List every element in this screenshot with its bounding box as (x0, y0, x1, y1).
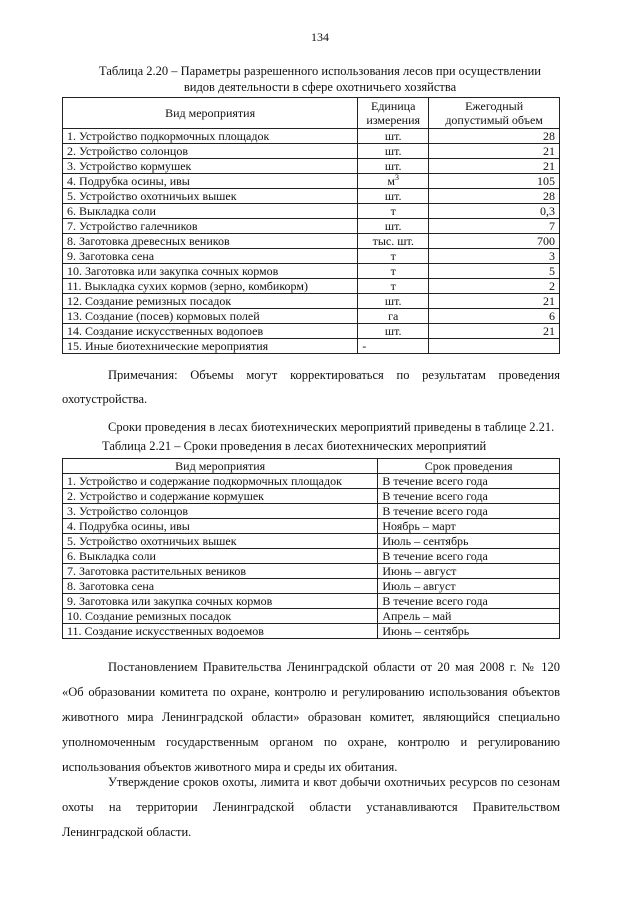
table-row (63, 204, 560, 219)
cell-volume: 3 (429, 249, 560, 264)
table-row (63, 234, 560, 249)
cell-period: В течение всего года (378, 474, 560, 489)
cell-activity: 5. Устройство охотничьих вышек (63, 534, 378, 549)
table-row (63, 504, 560, 519)
table-header-row (63, 459, 560, 474)
cell-unit-text: га (388, 309, 399, 323)
table-2-21-caption: Таблица 2.21 – Сроки проведения в лесах биотехнических мероприятий (102, 439, 487, 453)
cell-unit-text: шт. (384, 189, 402, 203)
cell-activity: 10. Создание ремизных посадок (63, 609, 378, 624)
cell-period: Июль – сентябрь (378, 534, 560, 549)
cell-unit (358, 189, 429, 204)
cell-activity: 1. Устройство подкормочных площадок (63, 129, 358, 144)
cell-activity: 8. Заготовка сена (63, 579, 378, 594)
cell-activity: 9. Заготовка сена (63, 249, 358, 264)
cell-volume: 700 (429, 234, 560, 249)
header-volume (429, 98, 560, 129)
table-row (63, 324, 560, 339)
paragraph-hunting-seasons: Утверждение сроков охоты, лимита и квот добычи охотничьих ресурсов по сезонам охоты на территории Ленинградской области устанавливаются Правительством Ленинградской области. (62, 775, 560, 839)
table-row (63, 609, 560, 624)
table-row (63, 144, 560, 159)
cell-unit-text: шт. (384, 219, 402, 233)
cell-unit (358, 129, 429, 144)
cell-activity: 4. Подрубка осины, ивы (63, 519, 378, 534)
cell-activity: 4. Подрубка осины, ивы (63, 174, 358, 189)
table-row (63, 294, 560, 309)
cell-unit-text: т (390, 204, 396, 218)
cell-volume: 28 (429, 189, 560, 204)
cell-activity: 11. Выкладка сухих кормов (зерно, комбикорм) (63, 279, 358, 294)
cell-unit-text: т (390, 264, 396, 278)
cell-period: Июнь – август (378, 564, 560, 579)
cell-activity: 10. Заготовка или закупка сочных кормов (63, 264, 358, 279)
cell-volume: 7 (429, 219, 560, 234)
header-unit (358, 98, 429, 129)
cell-activity: 9. Заготовка или закупка сочных кормов (63, 594, 378, 609)
table-row (63, 594, 560, 609)
cell-period: Ноябрь – март (378, 519, 560, 534)
cell-unit (358, 309, 429, 324)
table-row (63, 564, 560, 579)
cell-activity: 7. Устройство галечников (63, 219, 358, 234)
table-row (63, 219, 560, 234)
cell-dash: - (362, 339, 367, 353)
table-row (63, 249, 560, 264)
unit-superscript: 3 (395, 173, 400, 182)
cell-activity: 7. Заготовка растительных веников (63, 564, 378, 579)
table-row (63, 549, 560, 564)
cell-period: Апрель – май (378, 609, 560, 624)
caption-line: видов деятельности в сфере охотничьего хозяйства (183, 80, 457, 94)
header-unit-line: измерения (366, 113, 421, 127)
cell-unit (358, 324, 429, 339)
table-row (63, 174, 560, 189)
table-2-20 (62, 97, 560, 354)
cell-volume: 105 (429, 174, 560, 189)
caption-line: Таблица 2.20 – Параметры разрешенного использования лесов при осуществлении (99, 64, 541, 78)
cell-activity: 12. Создание ремизных посадок (63, 294, 358, 309)
table-row (63, 474, 560, 489)
cell-period: В течение всего года (378, 504, 560, 519)
cell-unit (358, 144, 429, 159)
cell-unit (358, 174, 429, 189)
header-activity: Вид мероприятия (63, 459, 378, 474)
header-volume-line: допустимый объем (445, 113, 543, 127)
cell-unit-text: т (390, 249, 396, 263)
cell-unit-text: тыс. шт. (372, 234, 414, 248)
table-row (63, 519, 560, 534)
cell-unit-text: шт. (384, 294, 402, 308)
cell-period: Июль – август (378, 579, 560, 594)
cell-volume: 5 (429, 264, 560, 279)
table-row (63, 339, 560, 354)
header-period: Срок проведения (378, 459, 560, 474)
header-unit-line: Единица (370, 99, 416, 113)
table-row (63, 159, 560, 174)
cell-unit (358, 159, 429, 174)
cell-unit-text: т (390, 279, 396, 293)
cell-unit (358, 249, 429, 264)
table-header-row (63, 98, 560, 129)
table-row (63, 309, 560, 324)
table-row (63, 279, 560, 294)
cell-volume: 28 (429, 129, 560, 144)
table-2-21 (62, 458, 560, 639)
cell-unit (358, 279, 429, 294)
cell-unit-text: м (387, 174, 396, 188)
table-note: Примечания: Объемы могут корректироваться по результатам проведения охотустройства. (62, 368, 560, 406)
cell-volume (429, 339, 560, 354)
cell-activity: 2. Устройство и содержание кормушек (63, 489, 378, 504)
cell-period: В течение всего года (378, 549, 560, 564)
cell-activity: 5. Устройство охотничьих вышек (63, 189, 358, 204)
cell-activity: 3. Устройство кормушек (63, 159, 358, 174)
table-row (63, 489, 560, 504)
table-2-20-caption (60, 63, 580, 95)
table-row (63, 129, 560, 144)
cell-volume: 2 (429, 279, 560, 294)
cell-activity: 14. Создание искусственных водопоев (63, 324, 358, 339)
cell-activity: 1. Устройство и содержание подкормочных площадок (63, 474, 378, 489)
paragraph-committee: Постановлением Правительства Ленинградской области от 20 мая 2008 г. № 120 «Об образовании комитета по охране, контролю и регулированию использования объектов животного мира Ленинградской области» образован комитет, являющийся специально уполномоченным государственным органом по охране, контролю и регулированию использования объектов животного мира и среды их обитания. (62, 660, 560, 774)
cell-activity: 8. Заготовка древесных веников (63, 234, 358, 249)
table-row (63, 264, 560, 279)
table-row (63, 534, 560, 549)
cell-unit (358, 264, 429, 279)
cell-unit-text: шт. (384, 324, 402, 338)
cell-activity: 15. Иные биотехнические мероприятия (63, 339, 358, 354)
cell-activity: 2. Устройство солонцов (63, 144, 358, 159)
table-row (63, 624, 560, 639)
table-2-21-intro: Сроки проведения в лесах биотехнических мероприятий приведены в таблице 2.21. (108, 420, 555, 434)
table-row (63, 189, 560, 204)
table-row (63, 579, 560, 594)
cell-activity: 11. Создание искусственных водоемов (63, 624, 378, 639)
cell-volume: 0,3 (429, 204, 560, 219)
cell-unit (358, 339, 429, 354)
cell-volume: 21 (429, 159, 560, 174)
cell-volume: 21 (429, 324, 560, 339)
header-volume-line: Ежегодный (465, 99, 524, 113)
cell-unit-text: шт. (384, 144, 402, 158)
cell-period: В течение всего года (378, 489, 560, 504)
cell-unit (358, 294, 429, 309)
cell-activity: 6. Выкладка соли (63, 204, 358, 219)
cell-unit (358, 219, 429, 234)
page-number: 134 (311, 30, 329, 44)
cell-activity: 3. Устройство солонцов (63, 504, 378, 519)
cell-volume: 21 (429, 144, 560, 159)
cell-activity: 6. Выкладка соли (63, 549, 378, 564)
cell-volume: 21 (429, 294, 560, 309)
cell-unit (358, 234, 429, 249)
cell-period: Июнь – сентябрь (378, 624, 560, 639)
header-activity: Вид мероприятия (63, 98, 358, 129)
cell-unit (358, 204, 429, 219)
cell-unit-text: шт. (384, 129, 402, 143)
cell-activity: 13. Создание (посев) кормовых полей (63, 309, 358, 324)
cell-volume: 6 (429, 309, 560, 324)
cell-unit-text: шт. (384, 159, 402, 173)
cell-period: В течение всего года (378, 594, 560, 609)
